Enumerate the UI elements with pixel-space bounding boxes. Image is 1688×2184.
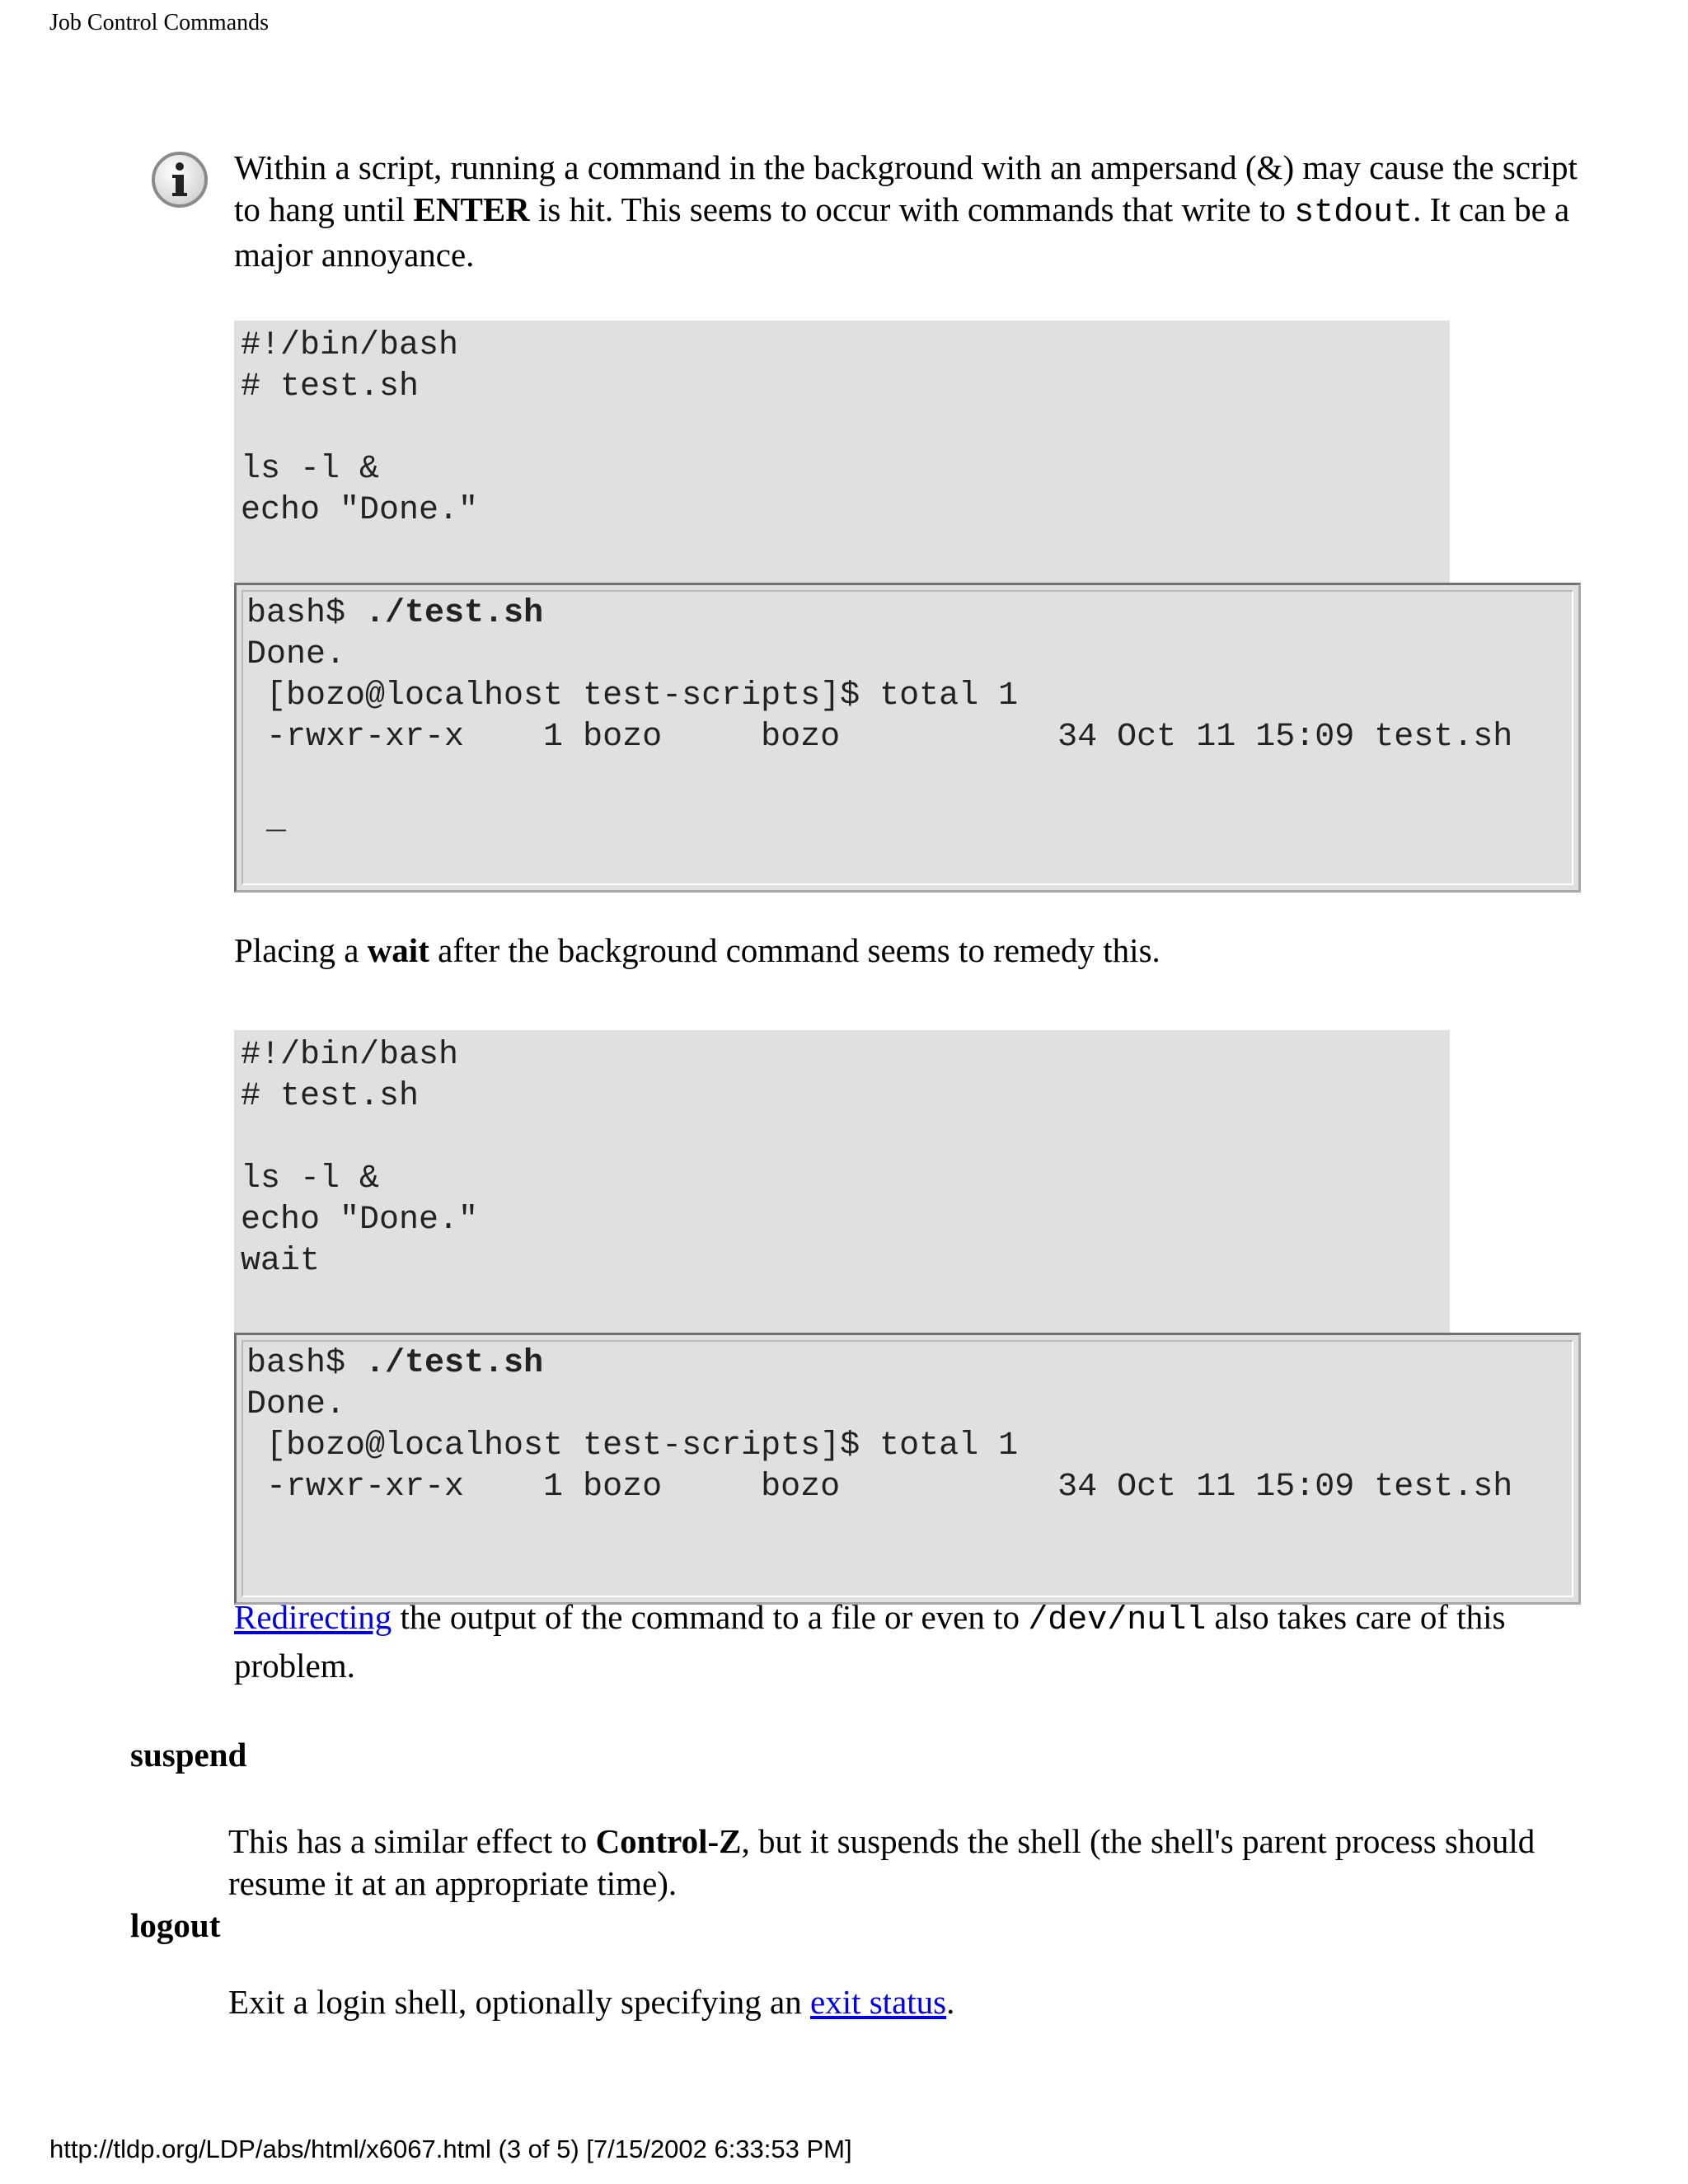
note-text-part: is hit. This seems to occur with commands that write to — [529, 190, 1295, 228]
note-text — [234, 147, 1586, 276]
note-text-part: . It can be a major annoyance. — [234, 190, 1570, 274]
note-text-part: Within a script, running a command in the background with an ampersand (&) may cause the script to hang until — [234, 148, 1578, 228]
redirect-paragraph: Redirecting the output of the command to a file or even to /dev/null also takes care of this problem. — [234, 1598, 1506, 1685]
info-icon — [150, 150, 209, 209]
code-block-1 — [234, 321, 1450, 583]
exit-status-link[interactable]: exit status — [810, 1983, 947, 2021]
screen-output-1 — [234, 583, 1581, 893]
term-logout: logout — [130, 1906, 221, 1944]
wait-keyword: wait — [367, 931, 429, 969]
stdout-code: stdout — [1294, 194, 1414, 232]
logout-description: Exit a login shell, optionally specifying an exit status. — [228, 1983, 955, 2021]
page-header: Job Control Commands — [49, 10, 270, 35]
control-z-keyword: Control-Z — [595, 1822, 742, 1860]
term-suspend: suspend — [130, 1736, 247, 1774]
code-listing-2: #!/bin/bash # test.sh ls -l & echo "Done." wait — [241, 1037, 479, 1280]
page-footer: http://tldp.org/LDP/abs/html/x6067.html (3 of 5) [7/15/2002 6:33:53 PM] — [49, 2135, 852, 2163]
enter-keyword: ENTER — [413, 190, 530, 228]
redirecting-link[interactable]: Redirecting — [234, 1598, 392, 1636]
screen-listing-2: bash$ ./test.sh Done. [bozo@localhost test-scripts]$ total 1 -rwxr-xr-x 1 bozo bozo 34 Oct 11 15:09 test.sh — [246, 1345, 1513, 1506]
wait-paragraph: Placing a wait after the background command seems to remedy this. — [234, 931, 1160, 969]
screen-output-2 — [234, 1333, 1581, 1605]
suspend-description: This has a similar effect to Control-Z, but it suspends the shell (the shell's parent process should resume it at an appropriate time). — [228, 1822, 1536, 1902]
code-block-2 — [234, 1030, 1450, 1333]
devnull-code: /dev/null — [1028, 1602, 1207, 1639]
screen-listing-1: bash$ ./test.sh Done. [bozo@localhost test-scripts]$ total 1 -rwxr-xr-x 1 bozo bozo 34 Oct 11 15:09 test.sh _ — [246, 595, 1513, 838]
code-listing-1: #!/bin/bash # test.sh ls -l & echo "Done." — [241, 327, 479, 529]
